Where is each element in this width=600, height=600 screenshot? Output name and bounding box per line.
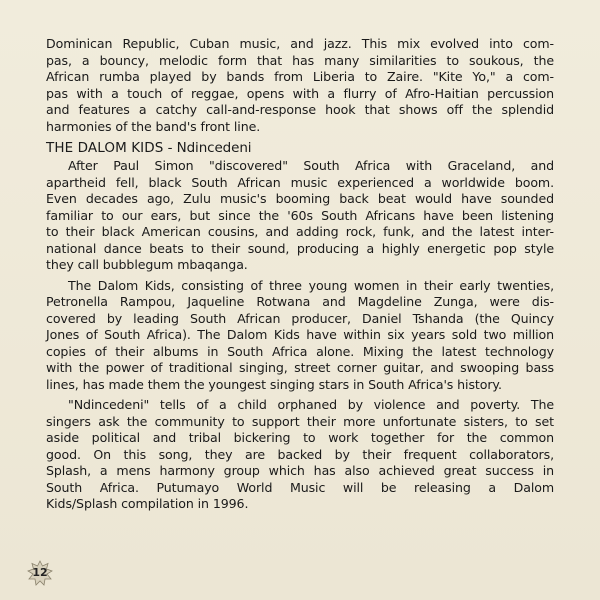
text-line: national dance beats to their sound, producing a highly energetic pop style: [46, 240, 554, 256]
text-line: singers ask the community to support their more unfortunate sisters, to set: [46, 413, 554, 429]
page-number-badge: [26, 560, 54, 586]
heading-separator: -: [163, 140, 177, 156]
paragraph-dalom-kids: [46, 278, 554, 394]
text-line: aside political and tribal bickering to work together for the common: [46, 430, 554, 445]
text-line: and features a catchy call-and-response hook that shows off the splendid: [46, 102, 554, 117]
body-text: [46, 36, 554, 513]
artist-name: THE DALOM KIDS: [46, 140, 164, 156]
text-line: Kids/Splash compilation in 1996.: [46, 496, 249, 511]
text-line: "Ndincedeni" tells of a child orphaned by violence and poverty. The: [68, 397, 554, 412]
text-line: harmonies of the band's front line.: [46, 118, 261, 134]
paragraph-graceland: [46, 158, 554, 274]
text-line: with the power of traditional singing, street corner guitar, and swooping bass: [46, 360, 554, 375]
text-line: Jones of South Africa). The Dalom Kids have within six years sold two million: [46, 327, 554, 342]
intro-paragraph: [46, 36, 554, 135]
paragraph-ndincedeni: [46, 397, 554, 513]
text-line: lines, has made them the youngest singing stars in South Africa's history.: [46, 376, 502, 392]
text-line: copies of their albums in South Africa alone. Mixing the latest technology: [46, 343, 554, 359]
text-line: good. On this song, they are backed by their frequent collaborators,: [46, 446, 554, 462]
section-heading: [46, 139, 554, 157]
text-line: pas, a bouncy, melodic form that has many similarities to soukous, the: [46, 52, 554, 68]
text-line: Petronella Rampou, Jaqueline Rotwana and Magdeline Zunga, were dis-: [46, 294, 554, 309]
text-line: Splash, a mens harmony group which has also achieved great success in: [46, 463, 554, 478]
text-line: covered by leading South African producer, Daniel Tshanda (the Quincy: [46, 310, 554, 326]
page-number: 12: [32, 566, 48, 579]
text-line: Dominican Republic, Cuban music, and jazz. This mix evolved into com-: [46, 36, 554, 51]
text-line: they call bubblegum mbaqanga.: [46, 257, 248, 272]
text-line: apartheid fell, black South African music experienced a worldwide boom.: [46, 174, 554, 190]
song-title: Ndincedeni: [176, 140, 252, 156]
text-line: Even decades ago, Zulu music's booming back beat would have sounded: [46, 191, 554, 206]
text-line: familiar to our ears, but since the '60s South Africans have been listening: [46, 207, 554, 223]
text-line: pas with a touch of reggae, opens with a flurry of Afro-Haitian percussion: [46, 85, 554, 101]
text-line: African rumba played by bands from Liberia to Zaire. "Kite Yo," a com-: [46, 69, 554, 84]
text-line: The Dalom Kids, consisting of three young women in their early twenties,: [68, 277, 554, 293]
text-line: After Paul Simon "discovered" South Africa with Graceland, and: [68, 158, 554, 173]
text-line: South Africa. Putumayo World Music will be releasing a Dalom: [46, 479, 554, 495]
text-line: to their black American cousins, and adding rock, funk, and the latest inter-: [46, 224, 554, 239]
